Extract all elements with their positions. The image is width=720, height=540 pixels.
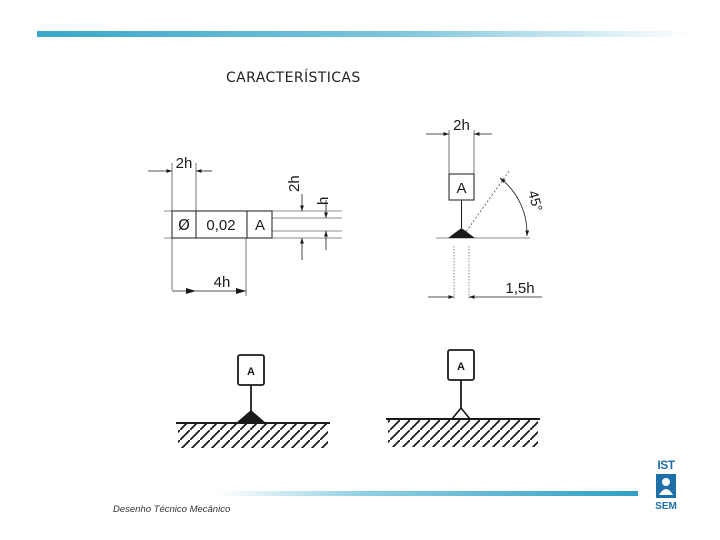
logo-bottom-text: SEM — [655, 501, 677, 512]
slide-title: CARACTERÍSTICAS — [226, 70, 361, 86]
logo-emblem-icon — [655, 473, 677, 499]
tolerance-value: 0,02 — [206, 217, 236, 234]
datum-dim-width-label: 2h — [453, 117, 470, 134]
bottom-accent-rule — [218, 491, 638, 496]
example-left-triangle — [236, 410, 266, 423]
datum-letter: A — [456, 180, 467, 197]
example-right — [386, 350, 540, 447]
logo-top-text: IST — [657, 458, 675, 472]
slide-footer: Desenho Técnico Mecânico — [113, 504, 231, 515]
datum-dim-base-label: 1,5h — [505, 280, 535, 297]
datum-reference: A — [254, 217, 266, 234]
datum-symbol-group — [426, 117, 546, 300]
feature-control-frame-group — [148, 155, 342, 296]
dim-height-outer-label: 2h — [286, 175, 303, 192]
institution-logo — [652, 458, 680, 514]
dim-height-inner-label: h — [315, 196, 332, 205]
example-left — [176, 355, 330, 448]
diameter-symbol: Ø — [178, 216, 190, 234]
example-left-letter: A — [247, 366, 255, 378]
datum-triangle — [448, 228, 475, 238]
example-right-letter: A — [457, 361, 465, 373]
example-right-triangle — [452, 408, 470, 419]
dim-width-bottom-label: 4h — [213, 274, 231, 291]
datum-dim-angle-label: 45° — [525, 188, 547, 214]
dim-width-top-label: 2h — [175, 155, 193, 172]
